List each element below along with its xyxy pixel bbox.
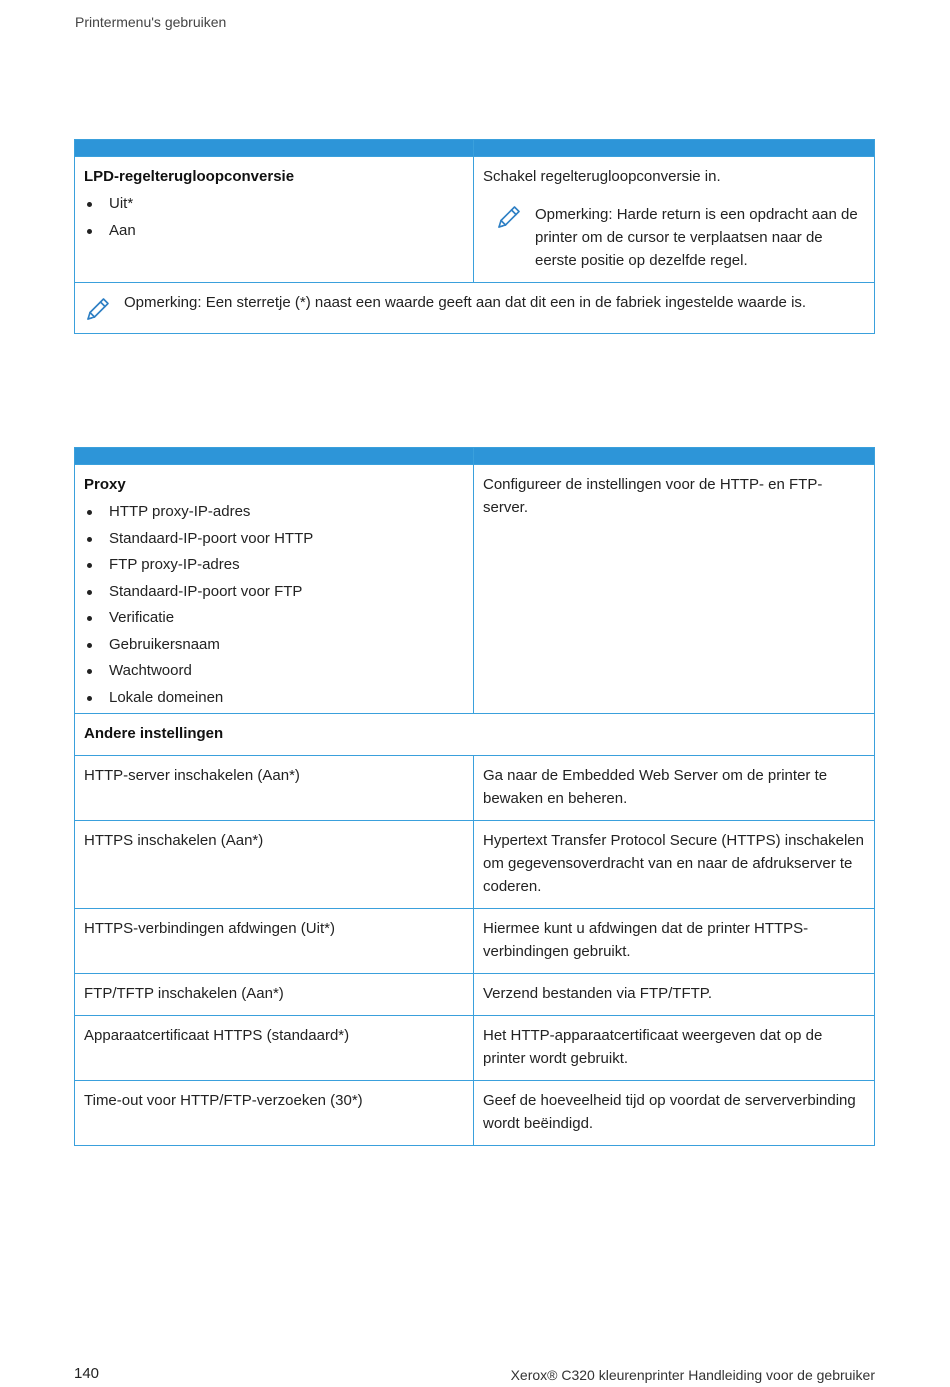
- footnote-row: [75, 283, 875, 334]
- page-number: 140: [74, 1365, 100, 1382]
- list-item: Uit*: [84, 191, 464, 218]
- option-cell: [75, 465, 474, 714]
- section-row: [75, 714, 875, 756]
- table-row: [75, 157, 875, 283]
- option-cell: Apparaatcertificaat HTTPS (standaard*): [75, 1016, 474, 1081]
- table-row: [75, 974, 875, 1016]
- table-header-cell: [474, 140, 875, 157]
- option-title: Proxy: [84, 476, 126, 493]
- running-header: Printermenu's gebruiken: [75, 14, 227, 30]
- description-cell: Hypertext Transfer Protocol Secure (HTTPS) inschakelen om gegevensoverdracht van en naar de afdrukserver te coderen.: [474, 821, 875, 909]
- table-header-cell: [75, 448, 474, 465]
- description-text: Configureer de instellingen voor de HTTP- en FTP-server.: [483, 476, 823, 516]
- lpd-settings-table: [74, 139, 875, 334]
- table-row: [75, 821, 875, 909]
- section-title: Andere instellingen: [84, 725, 224, 742]
- note: [84, 291, 865, 323]
- description-cell: Hiermee kunt u afdwingen dat de printer HTTPS-verbindingen gebruikt.: [474, 909, 875, 974]
- option-cell: FTP/TFTP inschakelen (Aan*): [75, 974, 474, 1016]
- note-text: Opmerking: Harde return is een opdracht aan de printer om de cursor te verplaatsen naar de eerste positie op dezelfde regel.: [535, 206, 858, 269]
- table-header-row: [75, 448, 875, 465]
- option-values: [84, 499, 464, 711]
- list-item: FTP proxy-IP-adres: [84, 552, 464, 579]
- list-item: HTTP proxy-IP-adres: [84, 499, 464, 526]
- option-cell: Time-out voor HTTP/FTP-verzoeken (30*): [75, 1081, 474, 1146]
- list-item: Standaard-IP-poort voor HTTP: [84, 526, 464, 553]
- list-item: Aan: [84, 218, 464, 245]
- list-item: Lokale domeinen: [84, 685, 464, 712]
- option-cell: HTTPS-verbindingen afdwingen (Uit*): [75, 909, 474, 974]
- table-row: [75, 909, 875, 974]
- footnote-cell: [75, 283, 875, 334]
- description-cell: [474, 465, 875, 714]
- table-row: [75, 465, 875, 714]
- list-item: Standaard-IP-poort voor FTP: [84, 579, 464, 606]
- description-cell: Verzend bestanden via FTP/TFTP.: [474, 974, 875, 1016]
- description-cell: Ga naar de Embedded Web Server om de printer te bewaken en beheren.: [474, 756, 875, 821]
- table-row: [75, 1016, 875, 1081]
- pencil-note-icon: [495, 203, 523, 231]
- list-item: Gebruikersnaam: [84, 632, 464, 659]
- description-cell: Het HTTP-apparaatcertificaat weergeven dat op de printer wordt gebruikt.: [474, 1016, 875, 1081]
- option-title: LPD-regelterugloopconversie: [84, 168, 295, 185]
- table-header-cell: [75, 140, 474, 157]
- option-values: [84, 191, 464, 244]
- option-cell: HTTP-server inschakelen (Aan*): [75, 756, 474, 821]
- list-item: Verificatie: [84, 605, 464, 632]
- list-item: Wachtwoord: [84, 658, 464, 685]
- note: [495, 203, 865, 272]
- table-row: [75, 756, 875, 821]
- description-text: Schakel regelterugloopconversie in.: [483, 168, 721, 185]
- description-cell: Geef de hoeveelheid tijd op voordat de serververbinding wordt beëindigd.: [474, 1081, 875, 1146]
- table-header-row: [75, 140, 875, 157]
- table-row: [75, 1081, 875, 1146]
- option-cell: [75, 157, 474, 283]
- document-title: Xerox® C320 kleurenprinter Handleiding voor de gebruiker: [510, 1367, 875, 1383]
- table-header-cell: [474, 448, 875, 465]
- option-cell: HTTPS inschakelen (Aan*): [75, 821, 474, 909]
- pencil-note-icon: [84, 295, 112, 323]
- http-ftp-settings-table: [74, 447, 875, 1146]
- section-cell: [75, 714, 875, 756]
- description-cell: [474, 157, 875, 283]
- footnote-text: Opmerking: Een sterretje (*) naast een waarde geeft aan dat dit een in de fabriek ingestelde waarde is.: [124, 294, 807, 311]
